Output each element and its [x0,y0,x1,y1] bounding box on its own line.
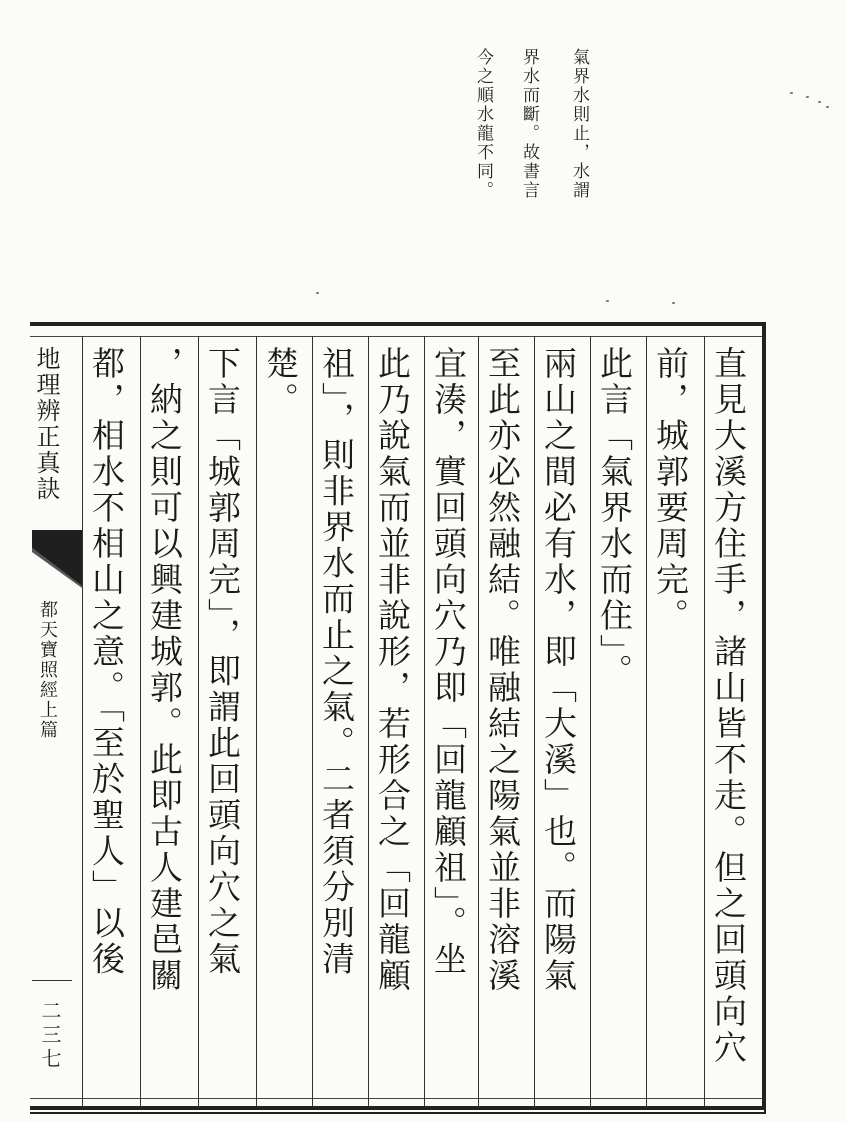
margin-separator [32,980,72,981]
body-column-9: 楚。 [261,346,300,418]
body-column-12: 都，相水不相山之意。「至於聖人」以後 [87,346,126,978]
annotation-note-line-3: 今之順水龍不同。 [473,48,493,200]
body-column-10: 下言「城郭周完」，即謂此回頭向穴之氣 [203,346,242,978]
column-rule [140,336,141,1106]
margin-chapter-title: 都天寶照經上篇 [37,600,58,740]
body-column-8: 祖」，則非界水而止之氣。二者須分別清 [317,346,356,978]
body-column-1: 直見大溪方住手，諸山皆不走。但之回頭向穴 [709,346,748,1066]
page-number: 二三七 [38,1000,62,1072]
body-column-6: 宜湊，實回頭向穴乃即「回龍顧祖」。坐 [429,346,468,978]
annotation-note-line-2: 界水而斷。故書言 [519,48,539,200]
frame-top-rule [30,322,766,326]
frame-bottom-rule [30,1106,766,1110]
frame-right-rule [762,322,766,1110]
body-column-3: 此言「氣界水而住」。 [595,346,634,690]
margin-book-title: 地理辨正真訣 [32,346,60,502]
annotation-note-line-1: 氣界水則止，水謂 [569,48,589,200]
body-column-11: ，納之則可以興建城郭。此即古人建邑關 [145,346,184,994]
column-rule [256,336,257,1106]
fishtail-ornament-icon [32,528,82,588]
column-rule [82,336,83,1106]
column-rule [590,336,591,1106]
column-rule [534,336,535,1106]
body-column-2: 前，城郭要周完。 [651,346,690,634]
column-rule [312,336,313,1106]
body-column-7: 此乃說氣而並非說形，若形合之「回龍顧 [373,346,412,994]
body-column-5: 至此亦必然融結。唯融結之陽氣並非溶溪 [483,346,522,994]
column-rule [368,336,369,1106]
column-rule [478,336,479,1106]
column-rule [704,336,705,1106]
column-rule [646,336,647,1106]
column-rule [424,336,425,1106]
column-rule [198,336,199,1106]
body-column-4: 兩山之間必有水，即「大溪」也。而陽氣 [539,346,578,994]
